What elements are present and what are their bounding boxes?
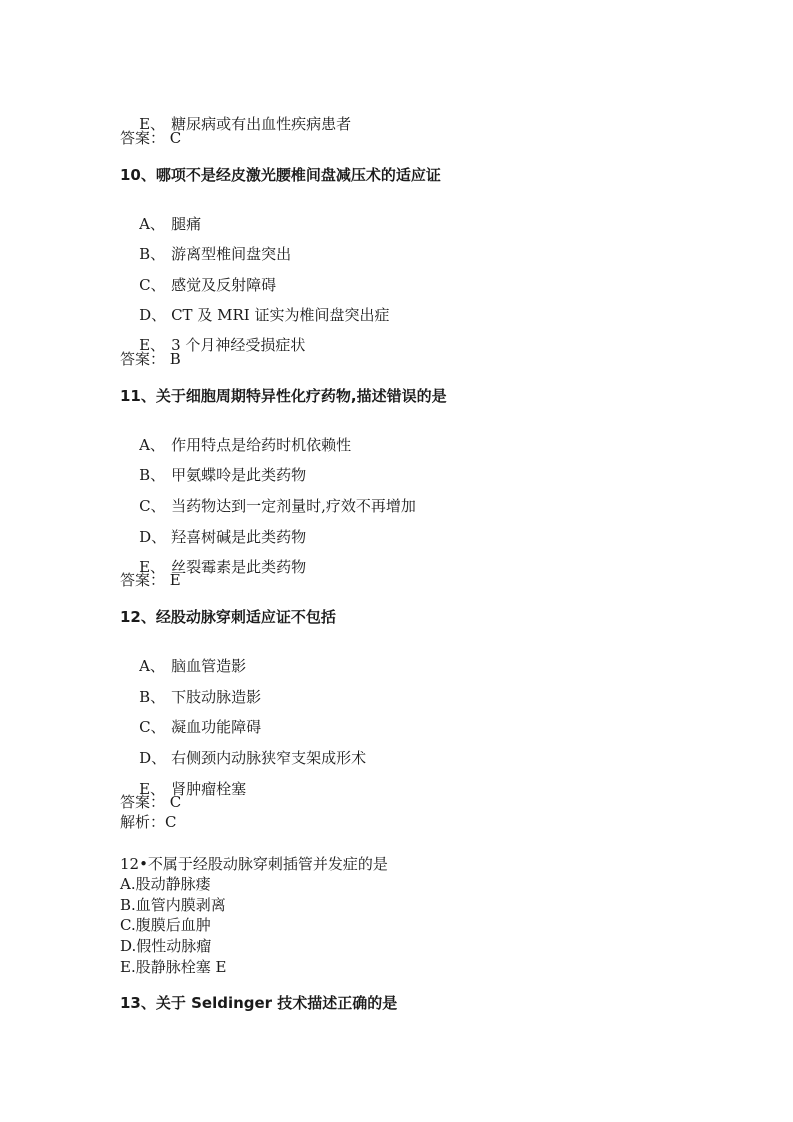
option-text: 凝血功能障碍 [171,718,262,736]
option-letter: A、 [139,657,165,675]
question-13-title: 13、关于 Seldinger 技术描述正确的是 [120,994,398,1012]
extra-question-title: 12•不属于经股动脉穿刺插管并发症的是 [120,855,388,873]
option-letter: A、 [139,215,165,233]
option-letter: E、 [139,558,166,576]
extra-option-c: C.腹膜后血肿 [120,916,211,934]
option-letter: C、 [139,276,166,294]
option-text: 作用特点是给药时机依赖性 [171,436,352,454]
option-text: 羟喜树碱是此类药物 [171,528,307,546]
extra-option-a: A.股动静脉瘘 [120,875,211,893]
option-text: 游离型椎间盘突出 [171,245,292,263]
question-10-answer: 答案： B [120,350,181,368]
option-letter: D、 [139,749,167,767]
question-12-answer: 答案： C [120,793,182,811]
option-text: 3 个月神经受损症状 [171,336,306,354]
option-letter: B、 [139,245,166,263]
option-text: 下肢动脉造影 [171,688,262,706]
option-letter: B、 [139,688,166,706]
option-letter: E、 [139,115,166,133]
option-letter: D、 [139,306,167,324]
option-text: 丝裂霉素是此类药物 [171,558,307,576]
question-11-title: 11、关于细胞周期特异性化疗药物,描述错误的是 [120,387,447,405]
option-text: CT 及 MRI 证实为椎间盘突出症 [171,306,390,324]
option-text: 当药物达到一定剂量时,疗效不再增加 [171,497,416,515]
option-letter: A、 [139,436,165,454]
extra-option-d: D.假性动脉瘤 [120,937,212,955]
option-text: 腿痛 [171,215,202,233]
option-letter: C、 [139,497,166,515]
option-text: 甲氨蝶呤是此类药物 [171,466,307,484]
question-12-analysis: 解析：C [120,813,177,831]
option-letter: E、 [139,780,166,798]
option-letter: E、 [139,336,166,354]
option-text: 肾肿瘤栓塞 [171,780,247,798]
option-text: 糖尿病或有出血性疾病患者 [171,115,352,133]
option-letter: D、 [139,528,167,546]
question-10-title: 10、哪项不是经皮激光腰椎间盘减压术的适应证 [120,166,441,184]
answer: 答案： C [120,129,182,147]
option-letter: B、 [139,466,166,484]
extra-option-b: B.血管内膜剥离 [120,896,226,914]
extra-option-e: E.股静脉栓塞 E [120,958,227,976]
question-11-answer: 答案： E [120,571,181,589]
option-text: 脑血管造影 [171,657,247,675]
question-12-title: 12、经股动脉穿刺适应证不包括 [120,608,336,626]
option-text: 右侧颈内动脉狭窄支架成形术 [171,749,367,767]
option-text: 感觉及反射障碍 [171,276,277,294]
option-letter: C、 [139,718,166,736]
